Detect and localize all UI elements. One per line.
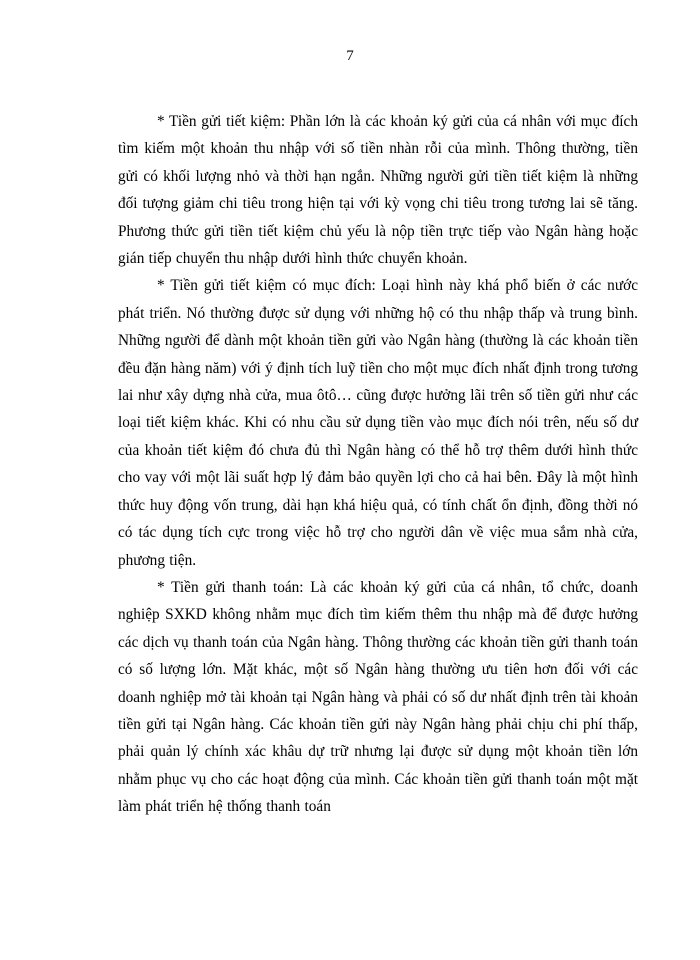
page-number: 7 [346, 48, 354, 64]
document-body [118, 108, 638, 821]
paragraph-purpose-savings-deposits: * Tiền gửi tiết kiệm có mục đích: Loại hình này khá phổ biến ở các nước phát triển. Nó thường được sử dụng với những hộ có thu nhập thấp và trung bình. Những người để dành một khoản tiền gửi vào Ngân hàng (thường là các khoản tiền đều đặn hàng năm) với ý định tích luỹ tiền cho một mục đích nhất định trong tương lai như xây dựng nhà cửa, mua ôtô… cũng được hưởng lãi trên số tiền gửi như các loại tiết kiệm khác. Khi có nhu cầu sử dụng tiền vào mục đích nói trên, nếu số dư của khoản tiết kiệm đó chưa đủ thì Ngân hàng có thể hỗ trợ thêm dưới hình thức cho vay với một lãi suất hợp lý đảm bảo quyền lợi cho cả hai bên. Đây là một hình thức huy động vốn trung, dài hạn khá hiệu quả, có tính chất ổn định, đồng thời nó có tác dụng tích cực trong việc hỗ trợ cho người dân về việc mua sắm nhà cửa, phương tiện. [118, 277, 638, 569]
paragraph-savings-deposits: * Tiền gửi tiết kiệm: Phần lớn là các khoản ký gửi của cá nhân với mục đích tìm kiếm một khoản thu nhập với số tiền nhàn rỗi của mình. Thông thường, tiền gửi có khối lượng nhỏ và thời hạn ngắn. Những người gửi tiền tiết kiệm là những đối tượng giảm chi tiêu trong hiện tại với kỳ vọng chi tiêu trong tương lai sẽ tăng. Phương thức gửi tiền tiết kiệm chủ yếu là nộp tiền trực tiếp vào Ngân hàng hoặc gián tiếp chuyển thu nhập dưới hình thức chuyển khoản. [118, 113, 638, 268]
paragraph-payment-deposits: * Tiền gửi thanh toán: Là các khoản ký gửi của cá nhân, tổ chức, doanh nghiệp SXKD không nhằm mục đích tìm kiếm thêm thu nhập mà để được hưởng các dịch vụ thanh toán của Ngân hàng. Thông thường các khoản tiền gửi thanh toán có số lượng lớn. Mặt khác, một số Ngân hàng thường ưu tiên hơn đối với các doanh nghiệp mở tài khoản tại Ngân hàng và phải có số dư nhất định trên tài khoản tiền gửi tại Ngân hàng. Các khoản tiền gửi này Ngân hàng phải chịu chi phí thấp, phải quản lý chính xác khâu dự trữ nhưng lại được sử dụng một khoản tiền lớn nhằm phục vụ cho các hoạt động của mình. Các khoản tiền gửi thanh toán một mặt làm phát triển hệ thống thanh toán [118, 578, 638, 816]
